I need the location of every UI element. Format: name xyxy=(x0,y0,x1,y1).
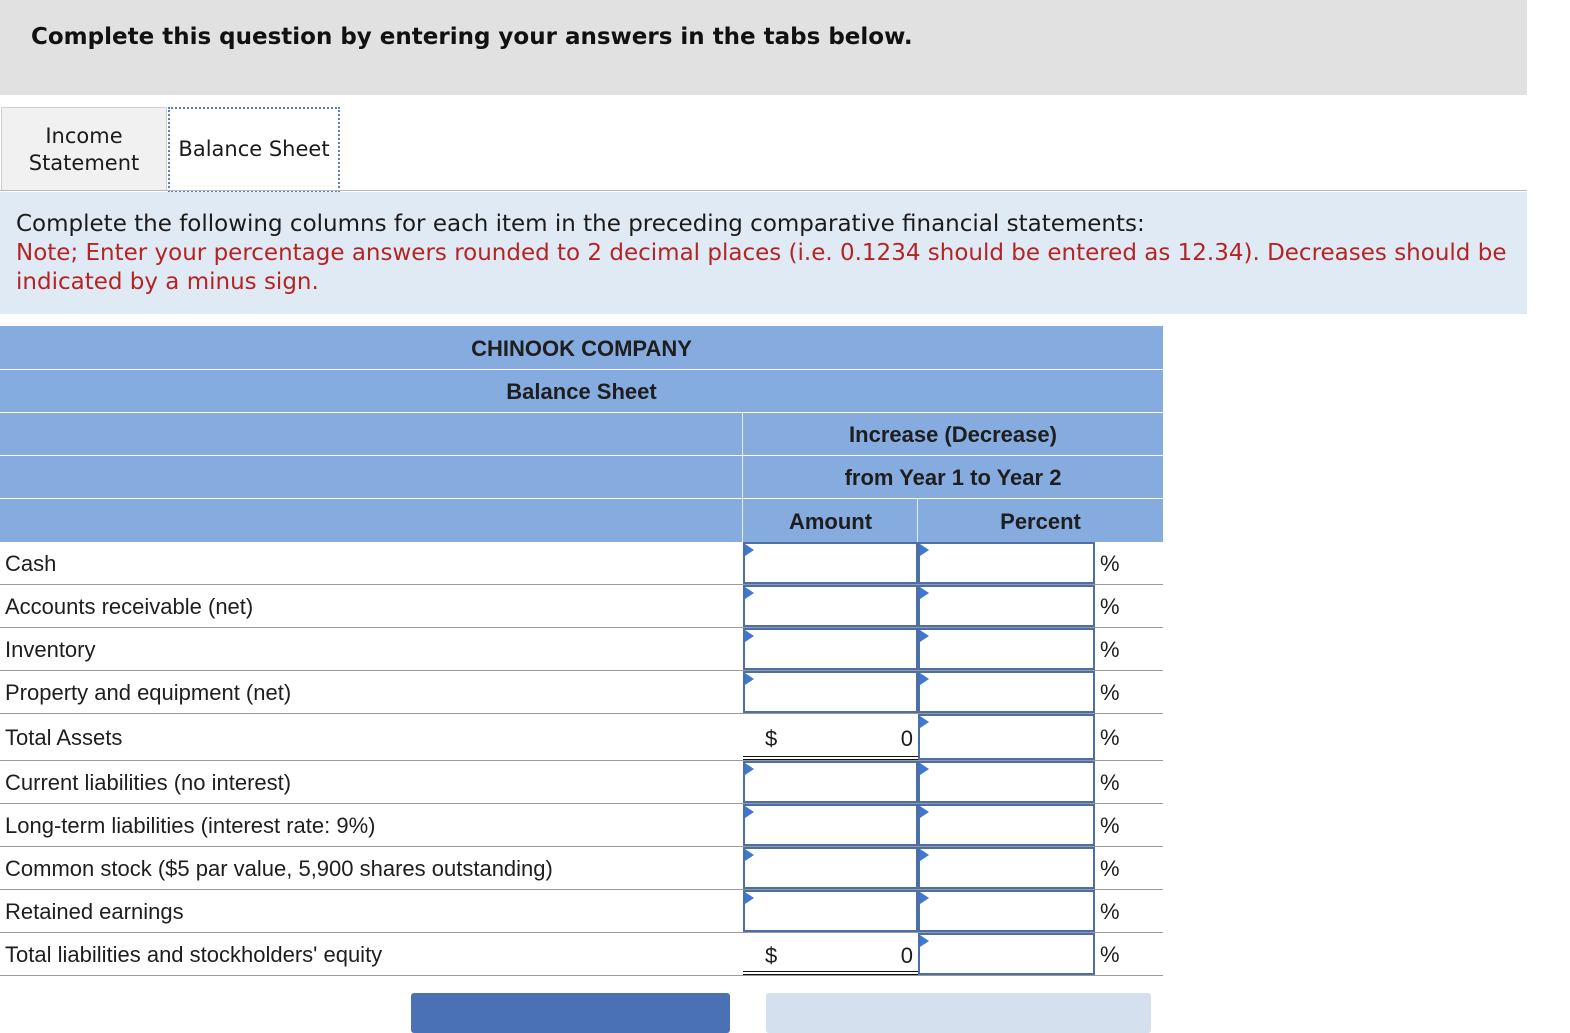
percent-symbol: % xyxy=(1100,813,1120,838)
percent-column-header: Percent xyxy=(1000,509,1081,534)
amount-input-cell xyxy=(743,890,918,932)
percent-input[interactable] xyxy=(920,935,1093,973)
percent-input-cell xyxy=(918,804,1095,846)
cell-marker-icon xyxy=(920,849,929,861)
percent-symbol: % xyxy=(1100,942,1120,967)
cell-marker-icon xyxy=(745,630,754,642)
table-row xyxy=(0,890,1163,933)
cell-marker-icon xyxy=(745,806,754,818)
percent-input[interactable] xyxy=(920,716,1093,758)
group-header-row-1 xyxy=(0,412,1163,456)
amount-input-cell xyxy=(743,628,918,670)
row-label: Cash xyxy=(5,551,57,576)
percent-input[interactable] xyxy=(920,806,1093,844)
percent-input-cell xyxy=(918,933,1095,975)
cell-marker-icon xyxy=(920,935,929,947)
table-row xyxy=(0,714,1163,761)
cell-marker-icon xyxy=(920,587,929,599)
percent-symbol: % xyxy=(1100,725,1120,750)
tab-divider xyxy=(0,190,1527,191)
amount-input[interactable] xyxy=(745,587,916,625)
percent-input[interactable] xyxy=(920,892,1093,930)
percent-symbol: % xyxy=(1100,770,1120,795)
currency-symbol: $ xyxy=(765,726,778,751)
percent-input-cell xyxy=(918,847,1095,889)
cell-marker-icon xyxy=(920,716,929,728)
year-range-header: from Year 1 to Year 2 xyxy=(844,465,1062,490)
amount-input-cell xyxy=(743,671,918,713)
amount-input-cell xyxy=(743,847,918,889)
cell-marker-icon xyxy=(920,806,929,818)
row-label: Accounts receivable (net) xyxy=(5,594,254,619)
statement-header-row xyxy=(0,369,1163,413)
instructions-note: Note; Enter your percentage answers rounded to 2 decimal places (i.e. 0.1234 should be entered as 12.34). Decreases should be indicated by a minus sign. xyxy=(16,240,1507,295)
amount-input[interactable] xyxy=(745,673,916,711)
table-row xyxy=(0,542,1163,585)
amount-input[interactable] xyxy=(745,849,916,887)
tab-income-statement[interactable] xyxy=(1,107,167,191)
amount-input[interactable] xyxy=(745,630,916,668)
total-amount-cell xyxy=(743,714,918,760)
table-row xyxy=(0,847,1163,890)
amount-input[interactable] xyxy=(745,544,916,582)
table-row xyxy=(0,761,1163,804)
row-label: Current liabilities (no interest) xyxy=(5,770,292,795)
statement-title: Balance Sheet xyxy=(506,379,657,404)
table-row xyxy=(0,628,1163,671)
row-label: Retained earnings xyxy=(5,899,184,924)
company-header-row xyxy=(0,325,1163,370)
table-row xyxy=(0,671,1163,714)
percent-symbol: % xyxy=(1100,551,1120,576)
tab-balance-sheet-label: Balance Sheet xyxy=(178,137,330,161)
percent-input-cell xyxy=(918,890,1095,932)
cell-marker-icon xyxy=(745,892,754,904)
instructions-panel xyxy=(0,192,1527,314)
percent-input[interactable] xyxy=(920,630,1093,668)
percent-input[interactable] xyxy=(920,544,1093,582)
increase-decrease-header: Increase (Decrease) xyxy=(849,422,1057,447)
row-label: Long-term liabilities (interest rate: 9%) xyxy=(5,813,376,838)
company-name: CHINOOK COMPANY xyxy=(471,336,692,361)
row-label: Common stock ($5 par value, 5,900 shares outstanding) xyxy=(5,856,553,881)
row-label: Inventory xyxy=(5,637,96,662)
tab-strip xyxy=(0,107,1527,192)
row-label: Total Assets xyxy=(5,725,123,750)
percent-input-cell xyxy=(918,585,1095,627)
instruction-title: Complete this question by entering your answers in the tabs below. xyxy=(31,24,913,50)
cell-marker-icon xyxy=(745,544,754,556)
percent-symbol: % xyxy=(1100,680,1120,705)
cell-marker-icon xyxy=(745,763,754,775)
amount-input-cell xyxy=(743,804,918,846)
row-label: Property and equipment (net) xyxy=(5,680,292,705)
amount-input[interactable] xyxy=(745,806,916,844)
cell-marker-icon xyxy=(745,673,754,685)
amount-input-cell xyxy=(743,585,918,627)
percent-input[interactable] xyxy=(920,763,1093,801)
group-header-row-2 xyxy=(0,455,1163,499)
table-row xyxy=(0,804,1163,847)
cell-marker-icon xyxy=(920,673,929,685)
total-amount-value: 0 xyxy=(900,943,913,968)
percent-input-cell xyxy=(918,671,1095,713)
column-header-row xyxy=(0,498,1163,543)
percent-input[interactable] xyxy=(920,673,1093,711)
amount-column-header: Amount xyxy=(788,509,873,534)
tab-balance-sheet[interactable] xyxy=(168,107,340,192)
prev-tab-button[interactable] xyxy=(411,993,730,1033)
tab-income-statement-label: Income Statement xyxy=(28,123,140,175)
percent-input[interactable] xyxy=(920,849,1093,887)
cell-marker-icon xyxy=(920,892,929,904)
table-row xyxy=(0,933,1163,976)
total-amount-cell xyxy=(743,933,918,975)
percent-input[interactable] xyxy=(920,587,1093,625)
percent-symbol: % xyxy=(1100,637,1120,662)
amount-input-cell xyxy=(743,761,918,803)
percent-symbol: % xyxy=(1100,899,1120,924)
instruction-bar xyxy=(0,0,1527,95)
percent-input-cell xyxy=(918,714,1095,760)
amount-input-cell xyxy=(743,542,918,584)
cell-marker-icon xyxy=(745,849,754,861)
next-tab-button[interactable] xyxy=(766,993,1151,1033)
total-amount-value: 0 xyxy=(900,726,913,751)
amount-input[interactable] xyxy=(745,763,916,801)
percent-input-cell xyxy=(918,542,1095,584)
cell-marker-icon xyxy=(920,630,929,642)
percent-symbol: % xyxy=(1100,594,1120,619)
currency-symbol: $ xyxy=(765,943,778,968)
percent-symbol: % xyxy=(1100,856,1120,881)
row-label: Total liabilities and stockholders' equity xyxy=(5,942,383,967)
amount-input[interactable] xyxy=(745,892,916,930)
percent-input-cell xyxy=(918,628,1095,670)
percent-input-cell xyxy=(918,761,1095,803)
cell-marker-icon xyxy=(920,544,929,556)
table-row xyxy=(0,585,1163,628)
cell-marker-icon xyxy=(745,587,754,599)
cell-marker-icon xyxy=(920,763,929,775)
instructions-text: Complete the following columns for each item in the preceding comparative financial statements: xyxy=(16,211,1145,237)
